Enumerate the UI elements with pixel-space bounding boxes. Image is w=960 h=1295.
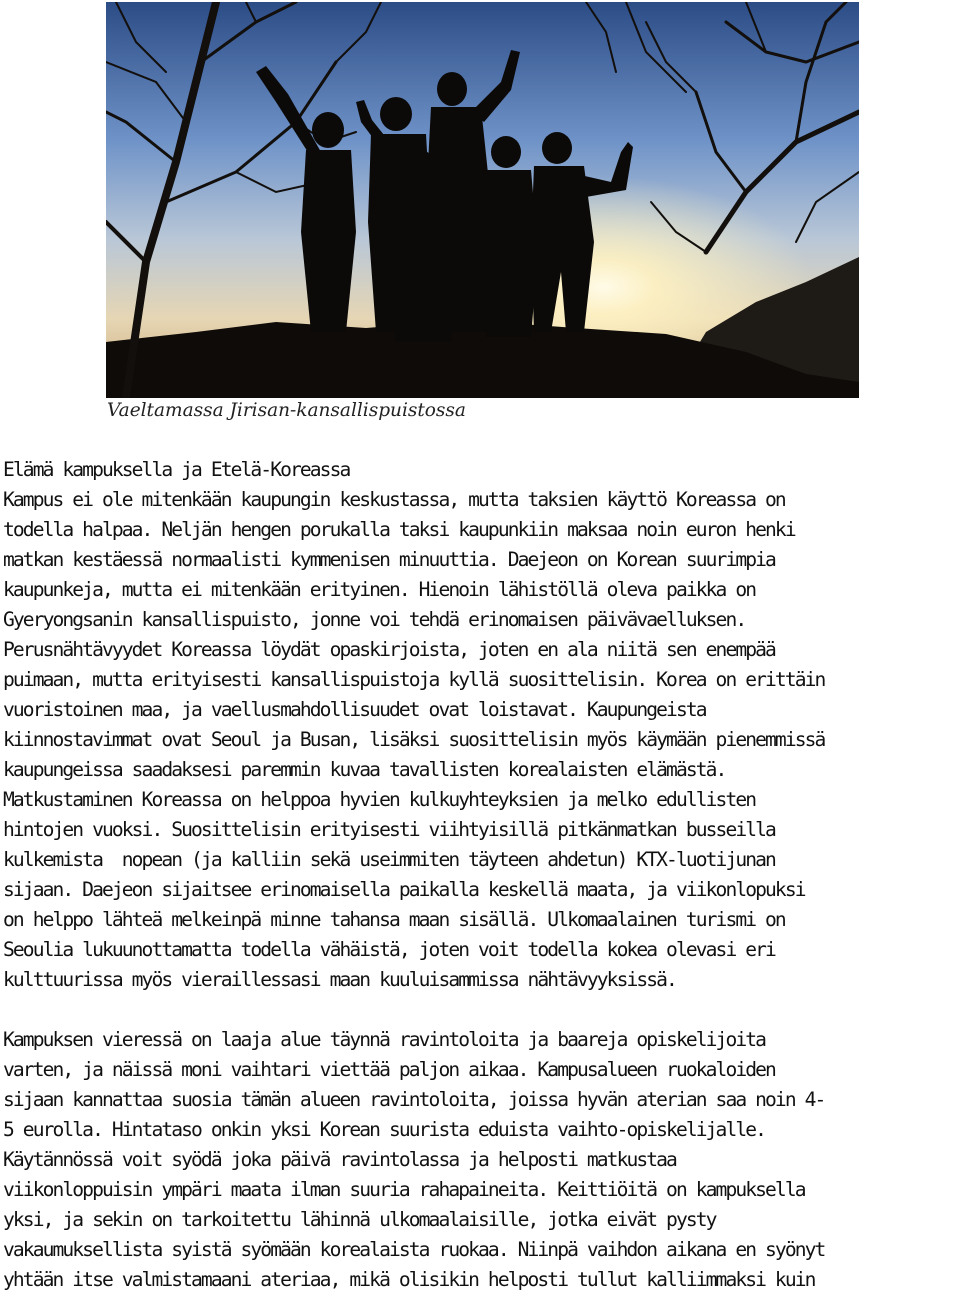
body-line: kaupungeissa saadaksesi paremmin kuvaa tavallisten korealaisten elämästä. bbox=[3, 758, 726, 781]
body-line: varten, ja näissä moni vaihtari viettää paljon aikaa. Kampusalueen ruokaloiden bbox=[3, 1058, 775, 1081]
body-line: Seoulia lukuunottamatta todella vähäistä, joten voit todella kokea olevasi eri bbox=[3, 938, 775, 961]
body-line: Gyeryongsanin kansallispuisto, jonne voi tehdä erinomaisen päivävaelluksen. bbox=[3, 608, 746, 631]
body-line: kiinnostavimmat ovat Seoul ja Busan, lisäksi suosittelisin myös käymään pienemmissä bbox=[3, 728, 825, 751]
silhouette-image bbox=[106, 2, 859, 398]
body-line: sijaan. Daejeon sijaitsee erinomaisella paikalla keskellä maata, ja viikonlopuksi bbox=[3, 878, 805, 901]
body-line: vakaumuksellista syistä syömään korealaista ruokaa. Niinpä vaihdon aikana en syönyt bbox=[3, 1238, 825, 1261]
body-line: sijaan kannattaa suosia tämän alueen ravintoloita, joissa hyvän aterian saa noin 4- bbox=[3, 1088, 825, 1111]
body-line: Matkustaminen Koreassa on helppoa hyvien kulkuyhteyksien ja melko edullisten bbox=[3, 788, 756, 811]
body-line: Käytännössä voit syödä joka päivä ravintolassa ja helposti matkustaa bbox=[3, 1148, 676, 1171]
photo-caption: Vaeltamassa Jirisan-kansallispuistossa bbox=[107, 400, 466, 421]
section-heading: Elämä kampuksella ja Etelä-Koreassa bbox=[3, 458, 350, 481]
body-line: on helppo lähteä melkeinpä minne tahansa maan sisällä. Ulkomaalainen turismi on bbox=[3, 908, 785, 931]
body-line: vuoristoinen maa, ja vaellusmahdollisuudet ovat loistavat. Kaupungeista bbox=[3, 698, 706, 721]
body-line: matkan kestäessä normaalisti kymmenisen minuuttia. Daejeon on Korean suurimpia bbox=[3, 548, 775, 571]
body-line: 5 eurolla. Hintataso onkin yksi Korean suurista eduista vaihto-opiskelijalle. bbox=[3, 1118, 766, 1141]
body-line: kaupunkeja, mutta ei mitenkään erityinen. Hienoin lähistöllä oleva paikka on bbox=[3, 578, 756, 601]
article-body bbox=[3, 455, 960, 1295]
body-line: Kampuksen vieressä on laaja alue täynnä ravintoloita ja baareja opiskelijoita bbox=[3, 1028, 766, 1051]
body-line: hintojen vuoksi. Suosittelisin erityisesti viihtyisillä pitkänmatkan busseilla bbox=[3, 818, 775, 841]
body-line: viikonloppuisin ympäri maata ilman suuria rahapaineita. Keittiöitä on kampuksella bbox=[3, 1178, 805, 1201]
body-line: todella halpaa. Neljän hengen porukalla taksi kaupunkiin maksaa noin euron henki bbox=[3, 518, 795, 541]
body-line: puimaan, mutta erityisesti kansallispuistoja kyllä suosittelisin. Korea on erittäin bbox=[3, 668, 825, 691]
body-line: yksi, ja sekin on tarkoitettu lähinnä ulkomaalaisille, jotka eivät pysty bbox=[3, 1208, 716, 1231]
body-line: kulkemista nopean (ja kalliin sekä useimmiten täyteen ahdetun) KTX-luotijunan bbox=[3, 848, 775, 871]
blank-line bbox=[3, 995, 960, 1025]
body-line: yhtään itse valmistamaani ateriaa, mikä olisikin helposti tullut kalliimmaksi kuin bbox=[3, 1268, 815, 1291]
hiking-photo bbox=[106, 2, 859, 398]
body-line: Perusnähtävyydet Koreassa löydät opaskirjoista, joten en ala niitä sen enempää bbox=[3, 638, 775, 661]
body-line: Kampus ei ole mitenkään kaupungin keskustassa, mutta taksien käyttö Koreassa on bbox=[3, 488, 785, 511]
body-line: kulttuurissa myös vieraillessasi maan kuuluisammissa nähtävyyksissä. bbox=[3, 968, 676, 991]
